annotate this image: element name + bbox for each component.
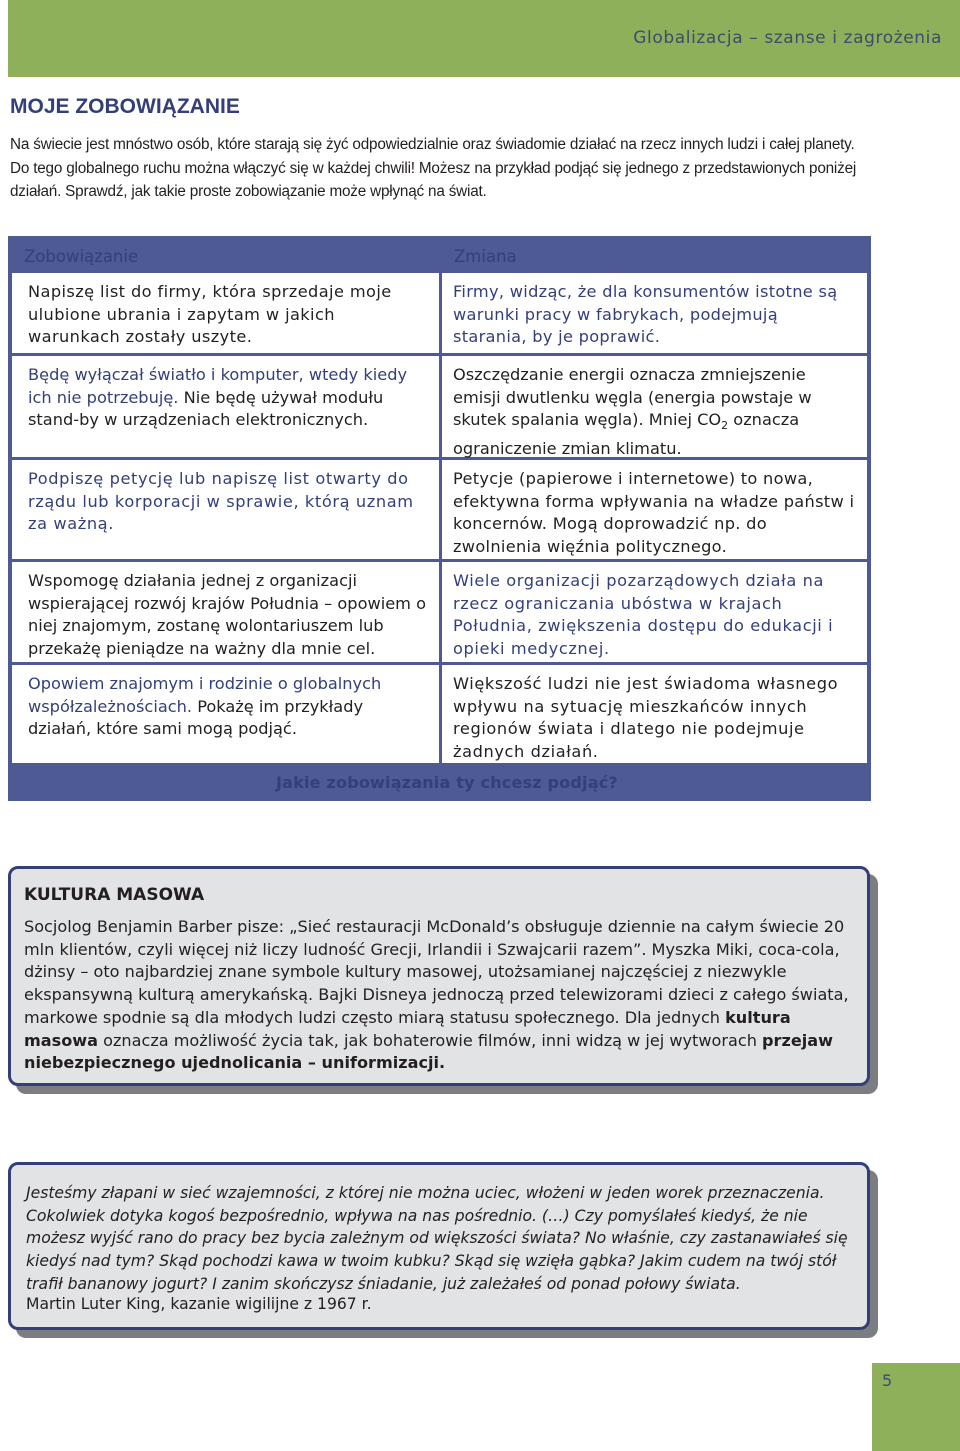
column-header-change: Zmiana bbox=[454, 247, 517, 266]
column-header-commitment: Zobowiązanie bbox=[24, 247, 139, 266]
kultura-masowa-box bbox=[8, 866, 870, 1086]
table-row-1-commitment bbox=[12, 273, 439, 353]
quote-text: Jesteśmy złapani w sieć wzajemności, z której nie można uciec, włożeni w jeden worek przeznaczenia. Cokolwiek dotyka kogoś bezpośrednio, wpływa na nas pośrednio. (…) Czy pomyślałeś kiedyś, że nie możesz wyjść rano do pracy bez bycia zależnym od większości świata? No właśnie, czy zastanawiałeś się kiedyś nad tym? Skąd pochodzi kawa w twoim kubku? Skąd się wzięła gąbka? Jakim cudem na twój stół trafił bananowy jogurt? I zanim skończysz śniadanie, już zależałeś od ponad połowy świata. bbox=[26, 1184, 848, 1293]
kultura-bold-conclusion: przejaw niebezpiecznego ujednolicania – uniformizacji. bbox=[24, 1030, 834, 1073]
commitment-text: Opowiem znajomym i rodzinie o globalnych współzależnościach. bbox=[28, 674, 382, 716]
table-row-5-commitment bbox=[12, 665, 439, 763]
change-text: Oszczędzanie energii oznacza zmniejszenie emisji dwutlenku węgla (energia powstaje w skutek spalania węgla). Mniej CO bbox=[453, 365, 812, 430]
change-text: Firmy, widząc, że dla konsumentów istotne są warunki pracy w fabrykach, podejmują starania, by je poprawić. bbox=[453, 282, 838, 347]
change-text: Wiele organizacji pozarządowych działa na rzecz ograniczania ubóstwa w krajach Południa, zwiększenia dostępu do edukacji i opieki medycznej. bbox=[453, 571, 834, 659]
intro-paragraph: Na świecie jest mnóstwo osób, które starają się żyć odpowiedzialnie oraz świadomie działać na rzecz innych ludzi i całej planety. Do tego globalnego ruchu można włączyć się w każdej chwili! Możesz na przykład podjąć się jednego z przedstawionych poniżej działań. Sprawdź, jak takie proste zobowiązanie może wpłynąć na świat. bbox=[10, 136, 857, 200]
commitment-text: Podpiszę petycję lub napiszę list otwarty do rządu lub korporacji w sprawie, którą uznam za ważną. bbox=[28, 469, 414, 534]
kultura-paragraph bbox=[24, 916, 854, 1075]
commitment-text: Będę wyłączał światło i komputer, wtedy kiedy ich nie potrzebuję. bbox=[28, 365, 408, 407]
commitment-text-continued: Pokażę im przykłady działań, które sami mogą podjąć. bbox=[28, 696, 364, 739]
table-row-5-change bbox=[442, 665, 867, 763]
table-row-4-change bbox=[442, 562, 867, 662]
kultura-text-1: Socjolog Benjamin Barber pisze: „Sieć restauracji McDonald’s obsługuje dziennie na całym świecie 20 mln klientów, czyli więcej niż liczy ludność Grecji, Irlandii i Szwajcarii razem”. Myszka Miki, coca-cola, dżinsy – oto najbardziej znane symbole kultury masowej, utożsamianej najczęściej z niezwykle ekspansywną kulturą amerykańską. Bajki Disneya jednoczą przed telewizorami dzieci z całego świata, markowe spodnie są dla młodych ludzi często miarą statusu społecznego. Dla jednych bbox=[24, 917, 849, 1027]
change-text: Petycje (papierowe i internetowe) to nowa, efektywna forma wpływania na władze państw i koncernów. Mogą doprowadzić np. do zwolnienia więźnia politycznego. bbox=[453, 469, 855, 557]
table-row-2-change bbox=[442, 356, 867, 457]
kultura-bold-term: kultura masowa bbox=[24, 1007, 791, 1050]
commitment-table bbox=[8, 236, 871, 801]
page-number-tab bbox=[872, 1363, 960, 1451]
change-subscript: 2 bbox=[721, 419, 729, 433]
table-row-1-change bbox=[442, 273, 867, 353]
table-row-3-commitment bbox=[12, 460, 439, 559]
commitment-text: Wspomogę działania jednej z organizacji wspierającej rozwój krajów Południa – opowiem o niej znajomym, zostanę wolontariuszem lub przekażę pieniądze na ważny dla mnie cel. bbox=[28, 571, 426, 659]
quote-attribution: Martin Luter King, kazanie wigilijne z 1967 r. bbox=[26, 1295, 372, 1313]
change-text-continued: oznacza ograniczenie zmian klimatu. bbox=[453, 410, 800, 459]
table-row-4-commitment bbox=[12, 562, 439, 662]
running-title: Globalizacja – szanse i zagrożenia bbox=[633, 28, 942, 48]
kultura-title: KULTURA MASOWA bbox=[24, 885, 205, 905]
page-number: 5 bbox=[882, 1371, 893, 1390]
commitment-text-continued: Nie będę używał modułu stand-by w urządzeniach elektronicznych. bbox=[28, 387, 384, 430]
table-row-2-commitment bbox=[12, 356, 439, 457]
table-question: Jakie zobowiązania ty chcesz podjąć? bbox=[276, 773, 618, 792]
quote-box bbox=[8, 1162, 870, 1330]
table-row-3-change bbox=[442, 460, 867, 559]
kultura-text-2: oznacza możliwość życia tak, jak bohaterowie filmów, inni widzą w jej wytworach bbox=[98, 1030, 763, 1050]
commitment-text: Napiszę list do firmy, która sprzedaje moje ulubione ubrania i zapytam w jakich warunkach zostały uszyte. bbox=[28, 282, 392, 347]
section-heading: MOJE ZOBOWIĄZANIE bbox=[10, 95, 240, 118]
change-text: Większość ludzi nie jest świadoma własnego wpływu na sytuację mieszkańców innych regionów świata i dlatego nie podejmuje żadnych działań. bbox=[453, 674, 839, 762]
